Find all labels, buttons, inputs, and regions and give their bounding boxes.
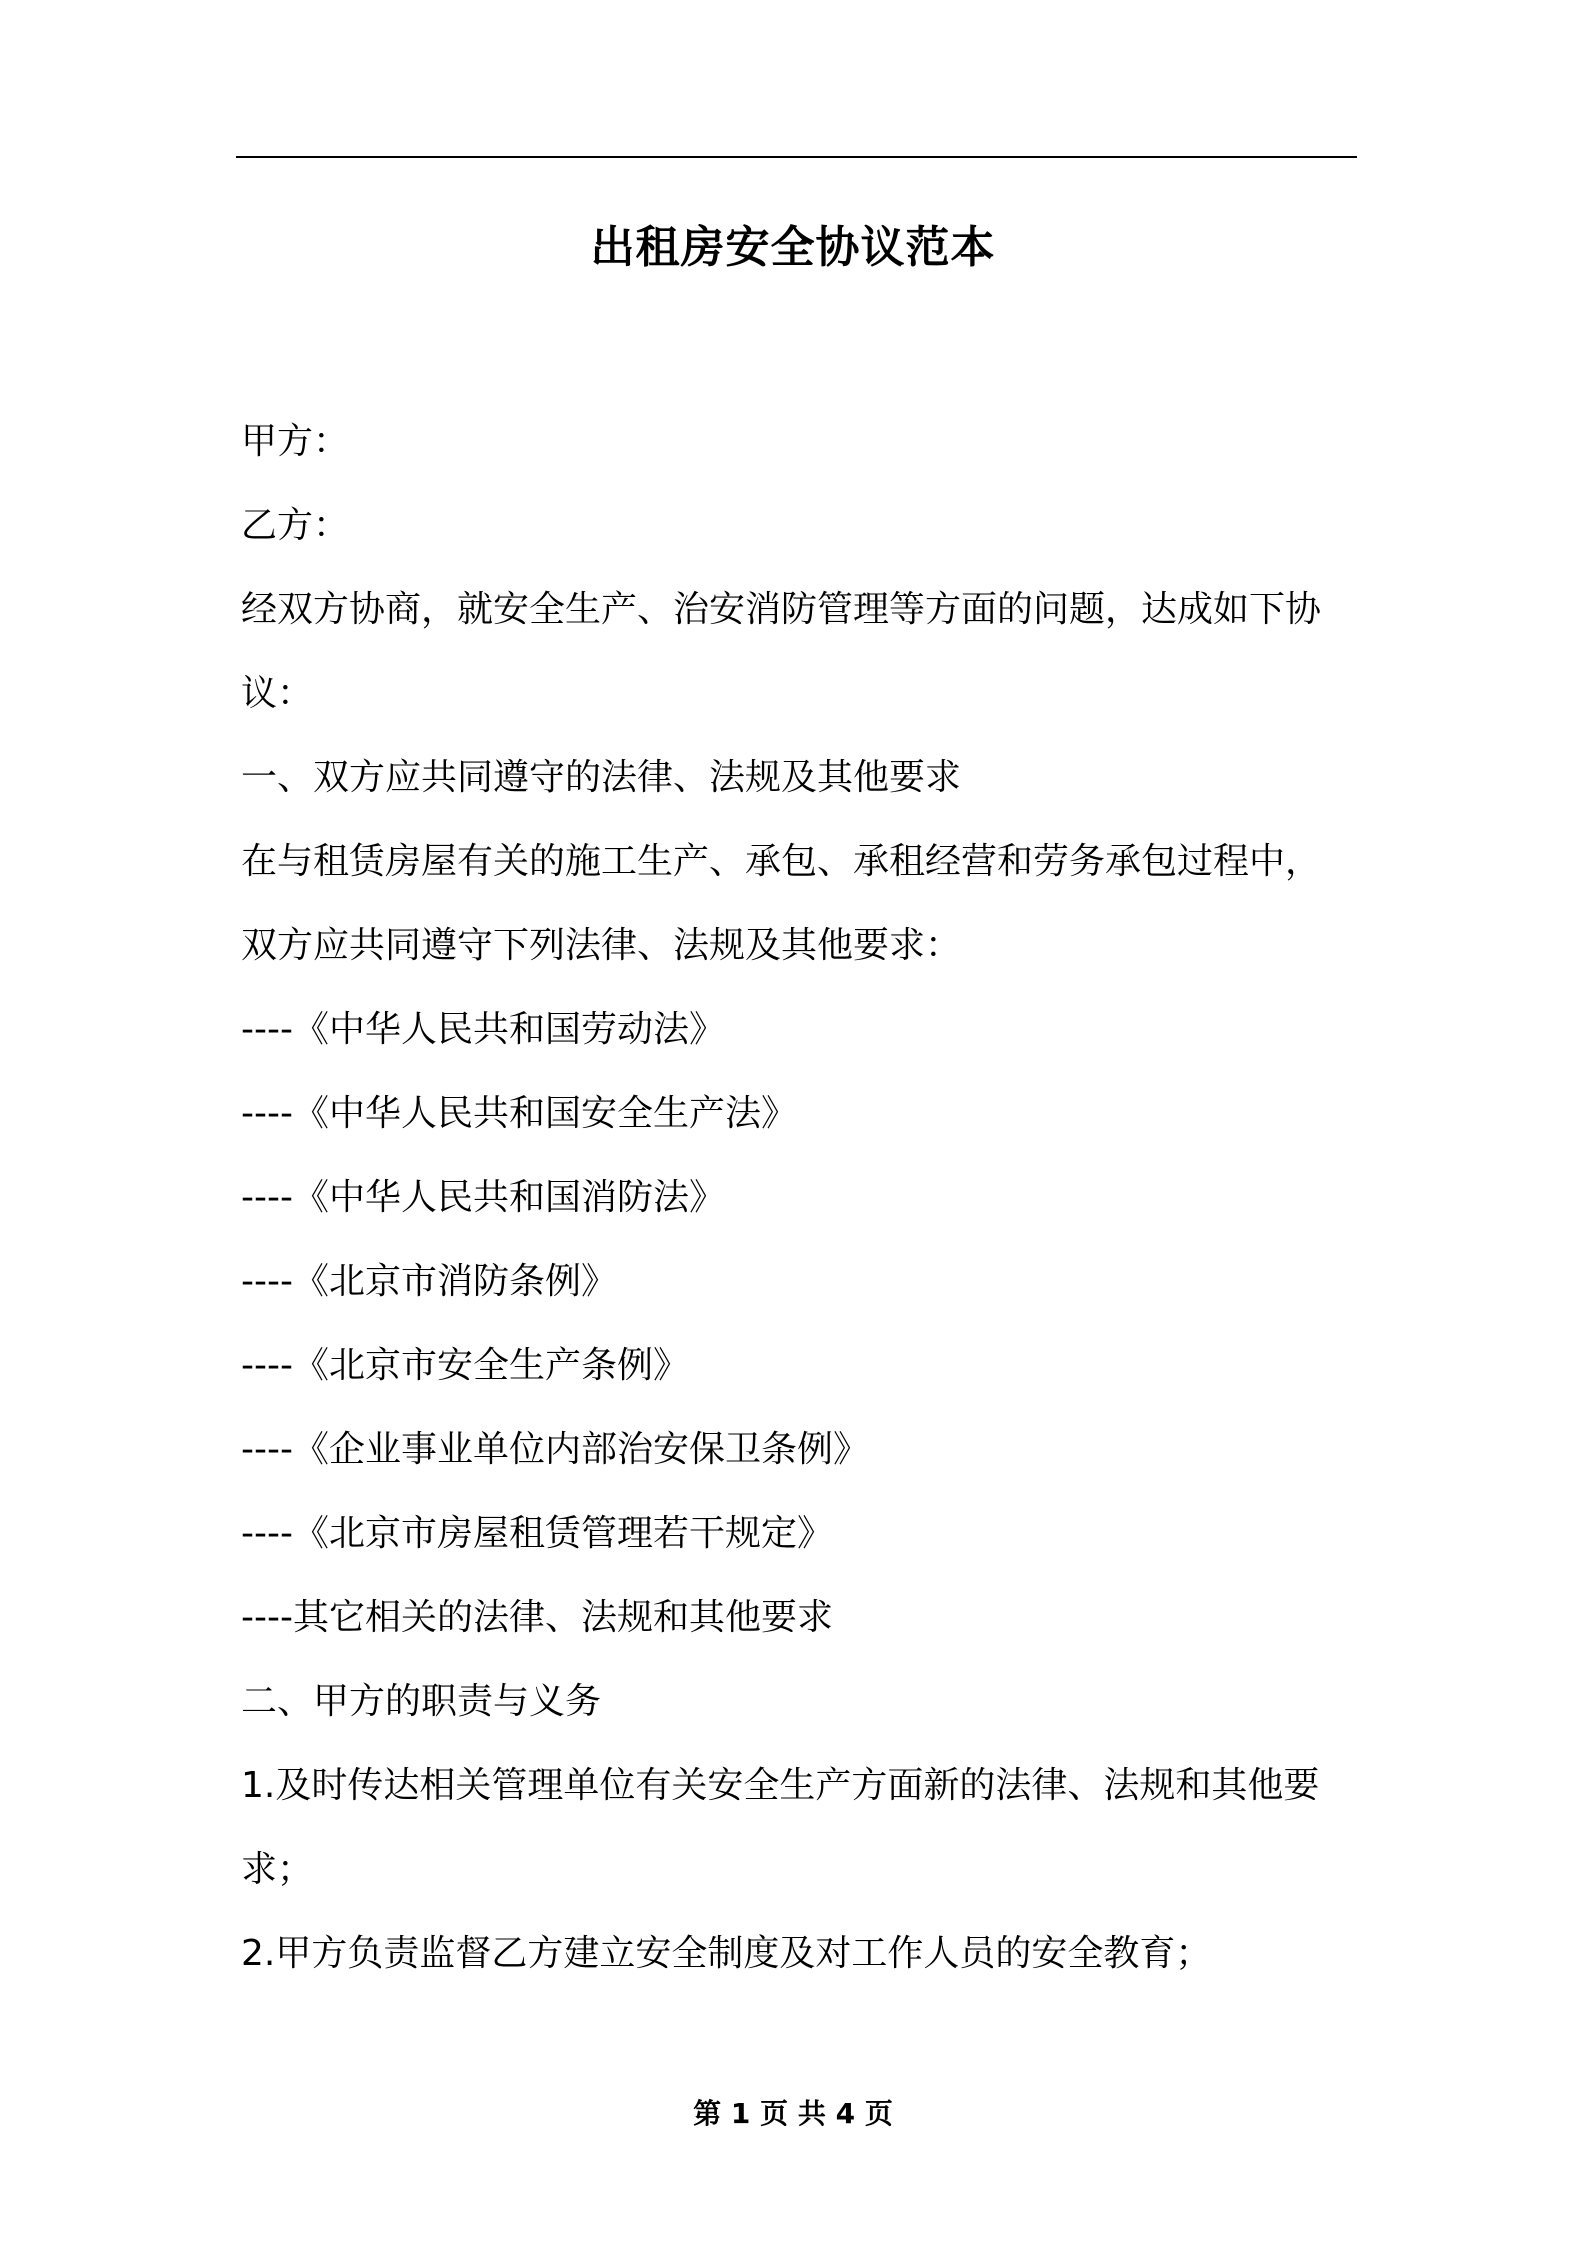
intro-paragraph-line-2: 议： bbox=[241, 673, 314, 714]
law-item: ----《中华人民共和国安全生产法》 bbox=[241, 1093, 797, 1134]
law-item: ----《中华人民共和国消防法》 bbox=[241, 1177, 725, 1218]
section-1-heading: 一、双方应共同遵守的法律、法规及其他要求 bbox=[241, 757, 962, 798]
law-item: ----其它相关的法律、法规和其他要求 bbox=[241, 1597, 833, 1638]
duty-item-1-line-2: 求； bbox=[241, 1849, 314, 1890]
law-item: ----《北京市房屋租赁管理若干规定》 bbox=[241, 1513, 833, 1554]
intro-paragraph-line-1: 经双方协商，就安全生产、治安消防管理等方面的问题，达成如下协 bbox=[241, 589, 1322, 630]
section-2-heading: 二、甲方的职责与义务 bbox=[241, 1681, 602, 1722]
law-item: ----《企业事业单位内部治安保卫条例》 bbox=[241, 1429, 869, 1470]
section-1-text-line-1: 在与租赁房屋有关的施工生产、承包、承租经营和劳务承包过程中， bbox=[241, 841, 1322, 882]
law-item: ----《北京市安全生产条例》 bbox=[241, 1345, 689, 1386]
party-b-line: 乙方： bbox=[241, 505, 350, 546]
party-a-line: 甲方： bbox=[241, 421, 350, 462]
document-body bbox=[241, 400, 1358, 1996]
law-item: ----《中华人民共和国劳动法》 bbox=[241, 1009, 725, 1050]
duty-item-2: 2.甲方负责监督乙方建立安全制度及对工作人员的安全教育； bbox=[241, 1933, 1212, 1974]
duty-item-1-line-1: 1.及时传达相关管理单位有关安全生产方面新的法律、法规和其他要 bbox=[241, 1765, 1320, 1806]
section-1-text-line-2: 双方应共同遵守下列法律、法规及其他要求： bbox=[241, 925, 962, 966]
document-title: 出租房安全协议范本 bbox=[590, 222, 996, 273]
header-divider bbox=[236, 156, 1357, 158]
law-item: ----《北京市消防条例》 bbox=[241, 1261, 617, 1302]
page-number-footer: 第 1 页 共 4 页 bbox=[693, 2097, 893, 2130]
